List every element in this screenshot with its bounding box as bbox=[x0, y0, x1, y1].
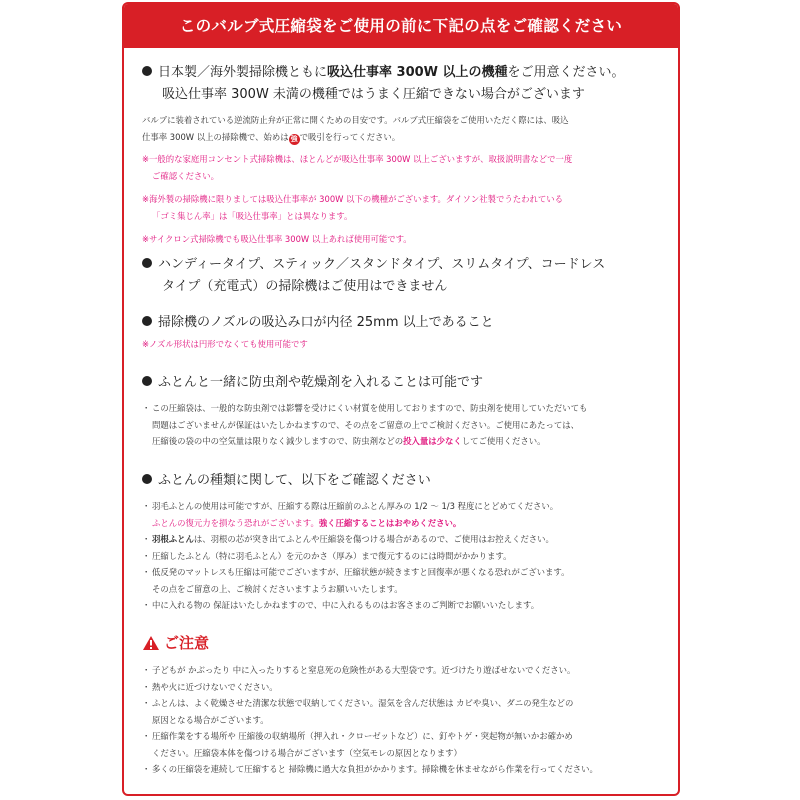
body-text: 圧縮後の袋の中の空気量は限りなく減少しますので、防虫剤などの投入量は少なくしてご使用ください。 bbox=[152, 436, 546, 446]
strong-mark-icon: 強 bbox=[290, 134, 298, 143]
body-text: ください。圧縮袋本体を傷つける場合がございます（空気モレの原因となります） bbox=[152, 747, 462, 758]
list-item: ・ ふとんは、よく乾燥させた清潔な状態で収納してください。湿気を含んだ状態は カビや臭い、ダニの発生などの bbox=[142, 698, 574, 708]
list-item: ・ 羽根ふとんは、羽根の芯が突き出てふとんや圧縮袋を傷つける場合があるので、ご使用はお控えください。 bbox=[142, 534, 554, 544]
note-text: ※ノズル形状は円形でなくても使用可能です bbox=[142, 339, 308, 349]
note-text: ふとんの復元力を損なう恐れがございます。強く圧縮することはおやめください。 bbox=[152, 517, 462, 528]
body-text: 仕事率 300W 以上の掃除機で、始めは 強 で吸引を行ってください。 bbox=[142, 131, 401, 143]
note-text: ※海外製の掃除機に限りましては吸込仕事率が 300W 以下の機種がございます。ダイソン社製でうたわれている bbox=[142, 194, 564, 204]
note-text: 「ゴミ集じん率」は「吸込仕事率」とは異なります。 bbox=[152, 211, 353, 221]
list-item: ・ 子どもが かぶったり 中に入ったりすると窒息死の危険性がある大型袋です。近づけたり遊ばせないでください。 bbox=[142, 665, 576, 675]
section-insect-repellent bbox=[142, 372, 664, 450]
section-heading: ふとんと一緒に防虫剤や乾燥剤を入れることは可能です bbox=[142, 372, 664, 394]
bullet-icon bbox=[142, 316, 152, 326]
section-heading: ハンディータイプ、スティック／スタンドタイプ、スリムタイプ、コードレス タイプ（充電式）の掃除機はご使用はできません bbox=[142, 254, 664, 298]
section-vacuum-types bbox=[142, 254, 664, 298]
list-item: ・ 中に入れる物の 保証はいたしかねますので、中に入れるものはお客さまのご判断でお願いいたします。 bbox=[142, 600, 540, 610]
bullet-icon bbox=[142, 66, 152, 76]
section-heading: 日本製／海外製掃除機ともに吸込仕事率 300W 以上の機種をご用意ください。 吸込仕事率 300W 未満の機種ではうまく圧縮できない場合がございます bbox=[142, 62, 664, 106]
body-text: バルブに装着されている逆流防止弁が正常に開くための目安です。バルブ式圧縮袋をご使用いただく際には、吸込 bbox=[142, 115, 569, 125]
banner-title: このバルブ式圧縮袋をご使用の前に下記の点をご確認ください bbox=[124, 4, 678, 48]
section-heading: ふとんの種類に関して、以下をご確認ください bbox=[142, 470, 664, 492]
note-text: ※一般的な家庭用コンセント式掃除機は、ほとんどが吸込仕事率 300W 以上ございますが、取扱説明書などで一度 bbox=[142, 154, 573, 164]
list-item: ・ 羽毛ふとんの使用は可能ですが、圧縮する際は圧縮前のふとん厚みの 1/2 〜 1/3 程度にとどめてください。 bbox=[142, 501, 559, 511]
list-item: ・ 熱や火に近づけないでください。 bbox=[142, 681, 278, 692]
note-text: ご確認ください。 bbox=[152, 171, 219, 181]
bullet-icon bbox=[142, 258, 152, 268]
section-futon-types bbox=[142, 470, 664, 614]
body-text: その点をご留意の上、ご検討くださいますようお願いいたします。 bbox=[152, 583, 403, 594]
caution-heading: ご注意 bbox=[142, 632, 664, 654]
bullet-icon bbox=[142, 474, 152, 484]
note-text: ※サイクロン式掃除機でも吸込仕事率 300W 以上あれば使用可能です。 bbox=[142, 234, 412, 244]
section-heading: 掃除機のノズルの吸込み口が内径 25mm 以上であること bbox=[142, 312, 664, 334]
list-item: ・ 圧縮作業をする場所や 圧縮後の収納場所（押入れ・クローゼットなど）に、釘やトゲ・突起物が無いかお確かめ bbox=[142, 731, 573, 741]
body-text: 原因となる場合がございます。 bbox=[152, 714, 269, 725]
notice-panel bbox=[122, 2, 680, 796]
list-item: ・ 圧縮したふとん（特に羽毛ふとん）を元のかさ（厚み）まで復元するのには時間がかかります。 bbox=[142, 550, 512, 561]
list-item: ・ この圧縮袋は、一般的な防虫剤では影響を受けにくい材質を使用しておりますので、防虫剤を使用していただいても bbox=[142, 403, 588, 413]
body-text: 問題はございませんが保証はいたしかねますので、その点をご留意の上でご検討ください。ご使用にあたっては、 bbox=[152, 419, 579, 430]
section-nozzle bbox=[142, 312, 664, 353]
bullet-icon bbox=[142, 376, 152, 386]
section-suction-power bbox=[142, 62, 664, 248]
warning-triangle-icon bbox=[142, 635, 160, 651]
section-caution bbox=[142, 632, 664, 778]
list-item: ・ 低反発のマットレスも圧縮は可能でございますが、圧縮状態が続きますと回復率が悪くなる恐れがございます。 bbox=[142, 567, 570, 577]
list-item: ・ 多くの圧縮袋を連続して圧縮すると 掃除機に過大な負担がかかります。掃除機を休ませながら作業を行ってください。 bbox=[142, 764, 598, 774]
